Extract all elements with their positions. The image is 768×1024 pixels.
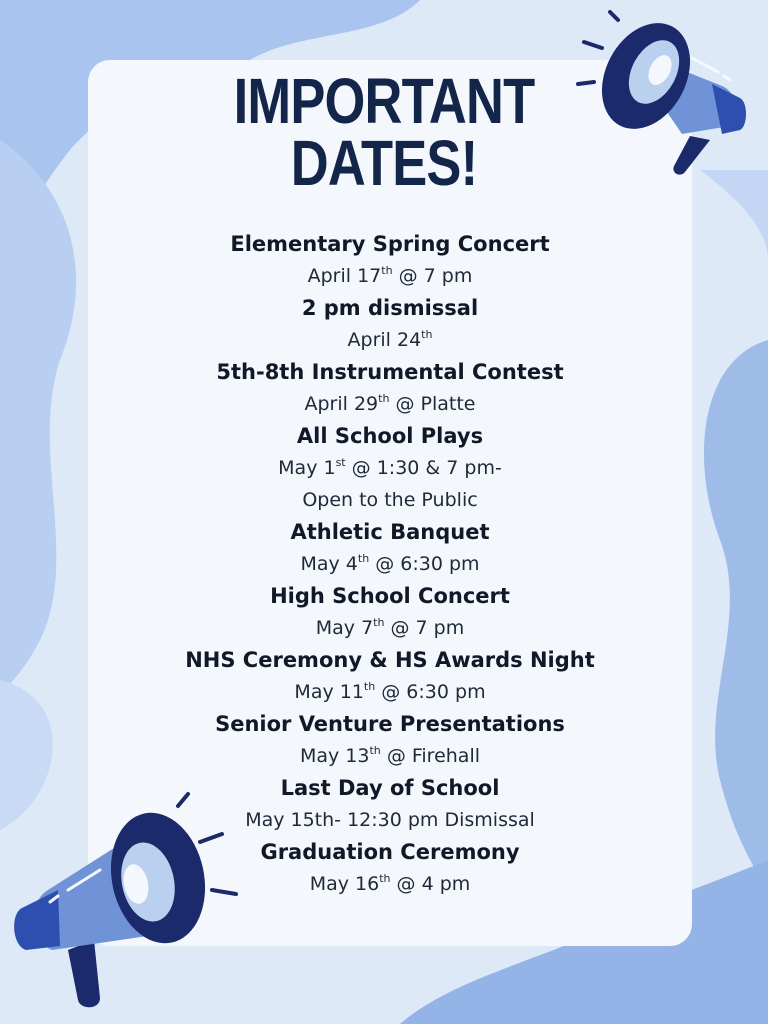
event-name: Elementary Spring Concert bbox=[230, 232, 550, 256]
event-name: Graduation Ceremony bbox=[260, 840, 520, 864]
event-name: Athletic Banquet bbox=[290, 520, 490, 544]
event-name: Last Day of School bbox=[280, 776, 500, 800]
title-line-2: DATES! bbox=[290, 127, 478, 199]
event-date: April 24th bbox=[347, 328, 433, 351]
event-date: May 15th- 12:30 pm Dismissal bbox=[245, 809, 535, 831]
event-date: May 1st @ 1:30 & 7 pm- bbox=[278, 456, 502, 479]
event-item bbox=[88, 580, 692, 644]
event-name: All School Plays bbox=[296, 424, 484, 448]
event-item bbox=[88, 292, 692, 356]
event-name: 5th-8th Instrumental Contest bbox=[216, 360, 564, 384]
event-date: May 13th @ Firehall bbox=[299, 744, 481, 767]
title-line-1: IMPORTANT bbox=[233, 65, 535, 137]
event-item bbox=[88, 516, 692, 580]
event-date-line-2: Open to the Public bbox=[302, 489, 478, 511]
event-item bbox=[88, 228, 692, 292]
event-date: May 7th @ 7 pm bbox=[315, 616, 465, 639]
megaphone-icon bbox=[572, 6, 752, 182]
event-name: Senior Venture Presentations bbox=[215, 712, 565, 736]
megaphone-icon bbox=[8, 790, 238, 1016]
event-name: High School Concert bbox=[270, 584, 510, 608]
event-date: April 29th @ Platte bbox=[304, 392, 476, 415]
event-name: 2 pm dismissal bbox=[301, 296, 479, 320]
event-date: May 16th @ 4 pm bbox=[309, 872, 471, 895]
event-item bbox=[88, 708, 692, 772]
event-item bbox=[88, 644, 692, 708]
event-date: May 11th @ 6:30 pm bbox=[294, 680, 486, 703]
event-date: May 4th @ 6:30 pm bbox=[300, 552, 480, 575]
event-item bbox=[88, 356, 692, 420]
event-name: NHS Ceremony & HS Awards Night bbox=[185, 648, 595, 672]
event-item bbox=[88, 420, 692, 516]
event-date: April 17th @ 7 pm bbox=[307, 264, 473, 287]
